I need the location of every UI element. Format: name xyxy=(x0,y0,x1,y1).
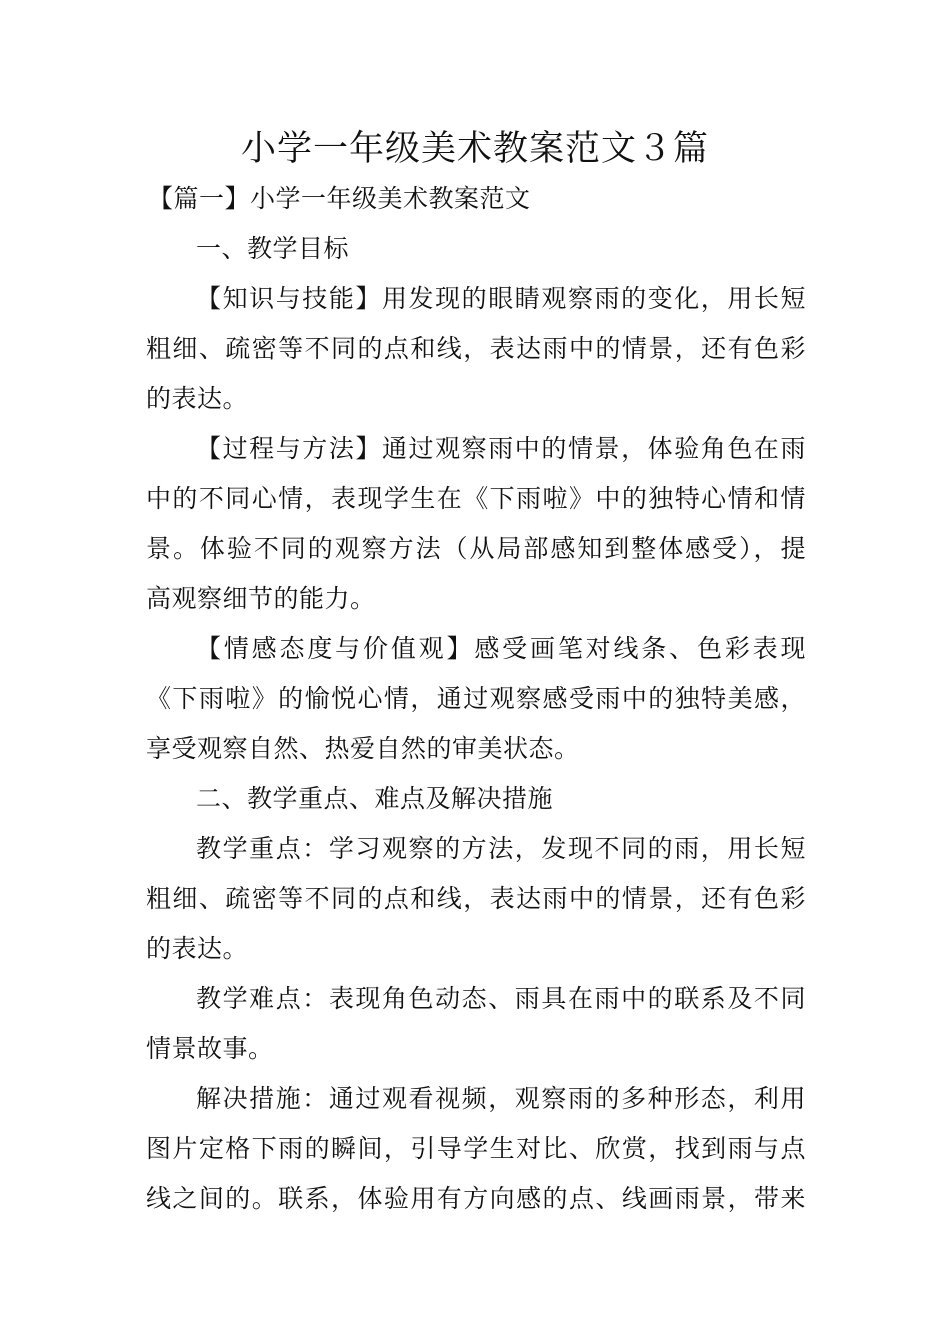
document-title: 小学一年级美术教案范文３篇 xyxy=(240,129,709,169)
paragraph-line: 【知识与技能】用发现的眼睛观察雨的变化，用长短 xyxy=(196,284,806,313)
paragraph-line: 【情感态度与价值观】感受画笔对线条、色彩表现 xyxy=(196,634,806,663)
paragraph-line: 解决措施：通过观看视频，观察雨的多种形态，利用 xyxy=(196,1084,806,1113)
paragraph-line: 图片定格下雨的瞬间，引导学生对比、欣赏，找到雨与点 xyxy=(146,1134,806,1163)
paragraph-line: 高观察细节的能力。 xyxy=(146,584,376,613)
section-heading-part-one: 【篇一】小学一年级美术教案范文 xyxy=(148,184,531,213)
heading-teaching-goals: 一、教学目标 xyxy=(196,234,350,263)
paragraph-line: 享受观察自然、热爱自然的审美状态。 xyxy=(146,734,580,763)
paragraph-line: 教学难点：表现角色动态、雨具在雨中的联系及不同 xyxy=(196,984,806,1013)
paragraph-line: 中的不同心情，表现学生在《下雨啦》中的独特心情和情 xyxy=(146,484,806,513)
paragraph-line: 情景故事。 xyxy=(146,1034,274,1063)
paragraph-line: 粗细、疏密等不同的点和线，表达雨中的情景，还有色彩 xyxy=(146,334,806,363)
paragraph-line: 教学重点：学习观察的方法，发现不同的雨，用长短 xyxy=(196,834,806,863)
paragraph-line: 粗细、疏密等不同的点和线，表达雨中的情景，还有色彩 xyxy=(146,884,806,913)
heading-key-points: 二、教学重点、难点及解决措施 xyxy=(196,784,554,813)
paragraph-line: 的表达。 xyxy=(146,384,249,413)
paragraph-line: 【过程与方法】通过观察雨中的情景，体验角色在雨 xyxy=(196,434,806,463)
paragraph-line: 景。体验不同的观察方法（从局部感知到整体感受），提 xyxy=(146,534,806,563)
paragraph-line: 《下雨啦》的愉悦心情，通过观察感受雨中的独特美感， xyxy=(146,684,806,713)
paragraph-line: 的表达。 xyxy=(146,934,249,963)
paragraph-line: 线之间的。联系，体验用有方向感的点、线画雨景，带来 xyxy=(146,1184,806,1213)
